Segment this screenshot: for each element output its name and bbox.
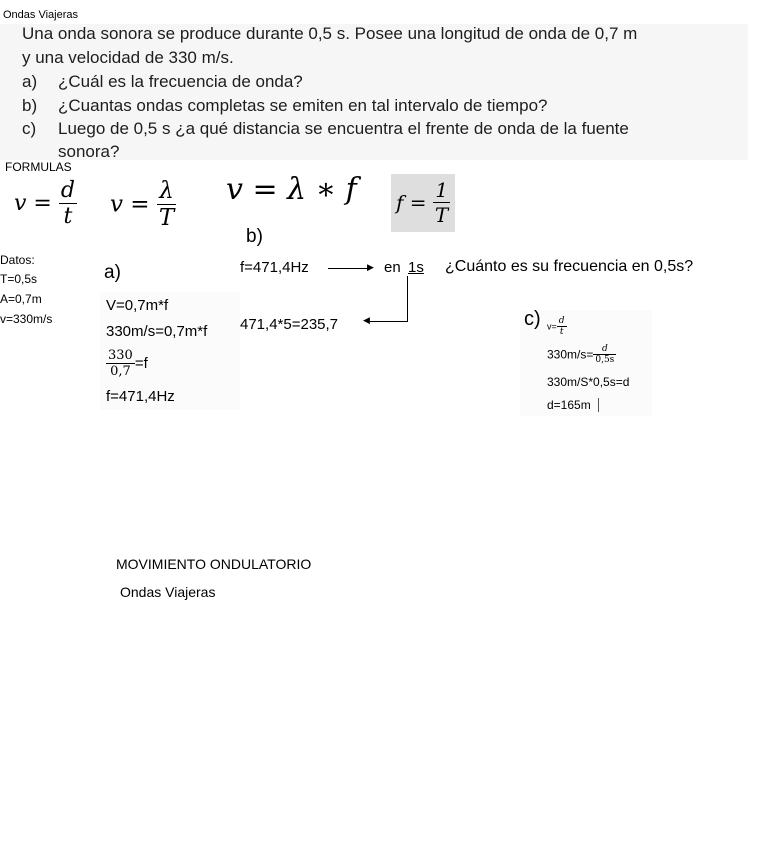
footer-subtitle: Ondas Viajeras xyxy=(120,584,216,600)
part-c-formula xyxy=(547,316,567,337)
text-cursor xyxy=(598,398,599,412)
fraction-denominator: 0,7 xyxy=(110,364,131,379)
formula-v-d-t xyxy=(14,178,77,229)
problem-line-2: y una velocidad de 330 m/s. xyxy=(22,48,234,67)
formula-lhs: v = xyxy=(14,191,52,216)
datos-label: Datos: xyxy=(0,253,35,267)
question-text: ¿Cuál es la frecuencia de onda? xyxy=(58,72,303,91)
part-c-step-2: 330m/S*0,5s=d xyxy=(547,375,630,389)
fraction-numerator: d xyxy=(60,178,75,203)
fraction-denominator: t xyxy=(63,204,73,229)
step-lhs: 330m/s= xyxy=(547,347,594,362)
formula-lhs: v= xyxy=(547,321,557,332)
arrow-left-icon: ◀ xyxy=(363,315,370,325)
fraction-denominator: T xyxy=(434,203,449,227)
formula-lhs: v = xyxy=(110,191,150,218)
problem-statement xyxy=(0,24,748,160)
formula-lhs: f = xyxy=(396,190,427,215)
question-a xyxy=(22,72,303,92)
formula-fraction xyxy=(59,178,77,229)
problem-line-last: sonora? xyxy=(58,142,120,161)
part-c-result: d=165m xyxy=(547,398,591,412)
part-a-step-1: V=0,7m*f xyxy=(106,297,169,314)
part-b-unit: 1s xyxy=(408,259,424,276)
footer-title: MOVIMIENTO ONDULATORIO xyxy=(116,556,312,572)
part-b-frequency: f=471,4Hz xyxy=(240,259,309,276)
question-marker: c) xyxy=(22,119,37,138)
datos-item: T=0,5s xyxy=(0,272,38,286)
fraction-numerator: d xyxy=(558,316,565,326)
formula-v-lambda-T xyxy=(110,178,176,231)
question-text: Luego de 0,5 s ¿a qué distancia se encuentra el frente de onda de la fuente xyxy=(58,119,629,138)
question-c xyxy=(22,119,629,139)
formula-fraction xyxy=(433,178,450,227)
arrow-right-icon: ▶ xyxy=(367,262,374,272)
question-marker: b) xyxy=(22,96,38,115)
part-c-step-1 xyxy=(547,344,616,365)
fraction-denominator: T xyxy=(158,205,175,231)
part-b-label: b) xyxy=(246,226,263,247)
question-marker: a) xyxy=(22,72,38,91)
fraction-denominator: t xyxy=(559,327,564,337)
datos-item: v=330m/s xyxy=(0,312,53,326)
fraction-denominator: 0,5s xyxy=(595,355,615,365)
formula-f-1-T xyxy=(396,178,450,227)
datos-item: A=0,7m xyxy=(0,292,42,306)
fraction-numerator: λ xyxy=(157,178,176,205)
part-b-question: ¿Cuánto es su frecuencia en 0,5s? xyxy=(445,258,694,275)
part-b-en: en xyxy=(384,259,401,276)
formula-fraction xyxy=(157,178,176,231)
connector-line xyxy=(407,276,408,322)
question-text: ¿Cuantas ondas completas se emiten en tal intervalo de tiempo? xyxy=(58,96,548,115)
connector-line xyxy=(370,321,408,322)
part-a-fraction xyxy=(106,348,135,379)
part-a-fraction-step xyxy=(106,348,148,379)
part-a-label: a) xyxy=(104,262,121,283)
arrow-line xyxy=(328,268,370,269)
formula-v-lambda-f: v = λ ∗ f xyxy=(226,172,357,207)
problem-line-1: Una onda sonora se produce durante 0,5 s. Posee una longitud de onda de 0,7 m xyxy=(22,24,638,43)
part-c-label: c) xyxy=(524,308,541,330)
formulas-label: FORMULAS xyxy=(5,160,72,174)
fraction-numerator: 1 xyxy=(433,178,450,203)
part-b-calculation: 471,4*5=235,7 xyxy=(240,316,339,333)
step-fraction xyxy=(593,344,616,365)
question-b xyxy=(22,96,548,116)
fraction-tail: =f xyxy=(134,355,148,372)
formula-fraction xyxy=(557,316,567,337)
part-a-step-2: 330m/s=0,7m*f xyxy=(106,323,208,340)
page-title: Ondas Viajeras xyxy=(3,9,79,21)
part-a-result: f=471,4Hz xyxy=(106,388,175,405)
fraction-numerator: d xyxy=(593,344,616,355)
fraction-numerator: 330 xyxy=(108,348,133,363)
